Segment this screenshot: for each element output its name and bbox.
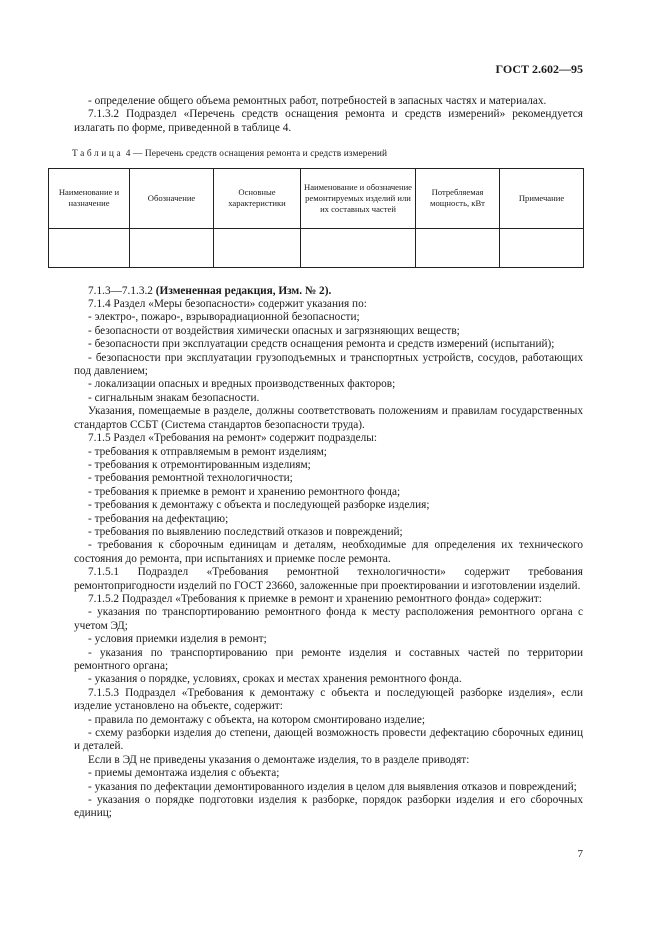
table-header-cell: Потребляемая мощность, кВт xyxy=(416,168,500,228)
paragraph: - указания о порядке подготовки изделия к разборке, порядок разборки изделия и его сборочных единиц; xyxy=(74,794,583,820)
paragraph: Указания, помещаемые в разделе, должны соответствовать положениям и правилам государственных стандартов ССБТ (Система стандартов безопасности труда). xyxy=(74,405,583,431)
page-number: 7 xyxy=(577,848,583,860)
paragraph: - указания о порядке, условиях, сроках и местах хранения ремонтного фонда. xyxy=(88,673,462,686)
paragraph: - указания по транспортированию ремонтного фонда к месту расположения ремонтного органа с учетом ЭД; xyxy=(74,606,583,632)
paragraph: - требования ремонтной технологичности; xyxy=(88,472,293,485)
table-header-cell: Примечание xyxy=(500,168,584,228)
paragraph: 7.1.5.3 Подраздел «Требования к демонтажу с объекта и последующей разборке изделия», если изделие установлено на объекте, содержит: xyxy=(74,686,583,713)
paragraph: 7.1.4 Раздел «Меры безопасности» содержит указания по: xyxy=(88,298,367,311)
table-cell xyxy=(416,228,500,267)
paragraph: 7.1.5 Раздел «Требования на ремонт» содержит подразделы: xyxy=(88,432,378,445)
paragraph: - правила по демонтажу с объекта, на котором смонтировано изделие; xyxy=(88,713,426,726)
paragraph: - условия приемки изделия в ремонт; xyxy=(88,633,267,646)
standard-code: ГОСТ 2.602—95 xyxy=(495,62,583,76)
paragraph: Если в ЭД не приведены указания о демонтаже изделия, то в разделе приводят: xyxy=(88,753,470,766)
table-caption-text: 4 — Перечень средств оснащения ремонта и средств измерений xyxy=(125,149,388,160)
table-4 xyxy=(48,168,584,268)
paragraph-list xyxy=(74,298,583,821)
paragraph: - указания по дефектации демонтированного изделия в целом для выявления отказов и повреждений; xyxy=(88,780,577,793)
table-header-row xyxy=(49,168,584,228)
table-header-cell: Основные характеристики xyxy=(214,168,301,228)
document-body xyxy=(58,95,583,821)
paragraph: - требования к сборочным единицам и деталям, необходимые для определения их технического состояния до ремонта, при испытаниях и приемке после ремонта. xyxy=(74,539,583,565)
amendment-prefix: 7.1.3—7.1.3.2 xyxy=(88,284,153,297)
amendment-bold: (Измененная редакция, Изм. № 2). xyxy=(155,284,332,297)
paragraph: - локализации опасных и вредных производственных факторов; xyxy=(88,378,396,391)
table-row xyxy=(49,228,584,267)
paragraph: - указания по транспортированию при ремонте изделия и составных частей по территории ремонтного органа; xyxy=(74,646,583,672)
paragraph: - приемы демонтажа изделия с объекта; xyxy=(88,767,280,780)
paragraph: - безопасности при эксплуатации грузоподъемных и транспортных устройств, сосудов, работающих под давлением; xyxy=(74,351,583,378)
paragraph: - требования к приемке в ремонт и хранению ремонтного фонда; xyxy=(88,485,401,498)
paragraph: - требования на дефектацию; xyxy=(88,512,229,525)
paragraph: 7.1.3.2 Подраздел «Перечень средств оснащения ремонта и средств измерений» рекомендуется излагать по форме, приведенной в таблице 4. xyxy=(74,108,583,134)
paragraph: - требования к отремонтированным изделиям; xyxy=(88,458,311,471)
table-cell xyxy=(500,228,584,267)
paragraph: - определение общего объема ремонтных работ, потребностей в запасных частях и материалах. xyxy=(88,95,547,107)
paragraph: - требования по выявлению последствий отказов и повреждений; xyxy=(88,525,403,538)
paragraph: 7.1.5.2 Подраздел «Требования к приемке в ремонт и хранению ремонтного фонда» содержит: xyxy=(88,592,542,605)
table-header-cell: Наименование и обозначение ремонтируемых изделий или их составных частей xyxy=(301,168,416,228)
table-cell xyxy=(214,228,301,267)
table-cell xyxy=(49,228,130,267)
table-cell xyxy=(130,228,214,267)
paragraph: - требования к отправляемым в ремонт изделиям; xyxy=(88,445,327,458)
table-cell xyxy=(301,228,416,267)
paragraph: - безопасности от воздействия химически опасных и загрязняющих веществ; xyxy=(88,324,460,337)
table-header-cell: Наименование и назначение xyxy=(49,168,130,228)
table-caption xyxy=(72,148,583,161)
paragraph: - сигнальным знакам безопасности. xyxy=(88,391,260,404)
amendment-note xyxy=(74,285,583,298)
table-caption-label: Таблица xyxy=(72,149,124,160)
paragraph: - схему разборки изделия до степени, дающей возможность провести дефектацию сборочных единиц и деталей. xyxy=(74,727,583,753)
paragraph: - электро-, пожаро-, взрыворадиационной безопасности; xyxy=(88,311,360,324)
paragraph: - требования к демонтажу с объекта и последующей разборке изделия; xyxy=(88,499,430,512)
paragraph: 7.1.5.1 Подраздел «Требования ремонтной технологичности» содержит требования ремонтопригодности изделий по ГОСТ 23660, заложенные при проектировании и изготовлении изделий. xyxy=(74,566,583,592)
table-header-cell: Обозначение xyxy=(130,168,214,228)
paragraph: - безопасности при эксплуатации средств оснащения ремонта и средств измерений (испытаний); xyxy=(88,338,555,351)
